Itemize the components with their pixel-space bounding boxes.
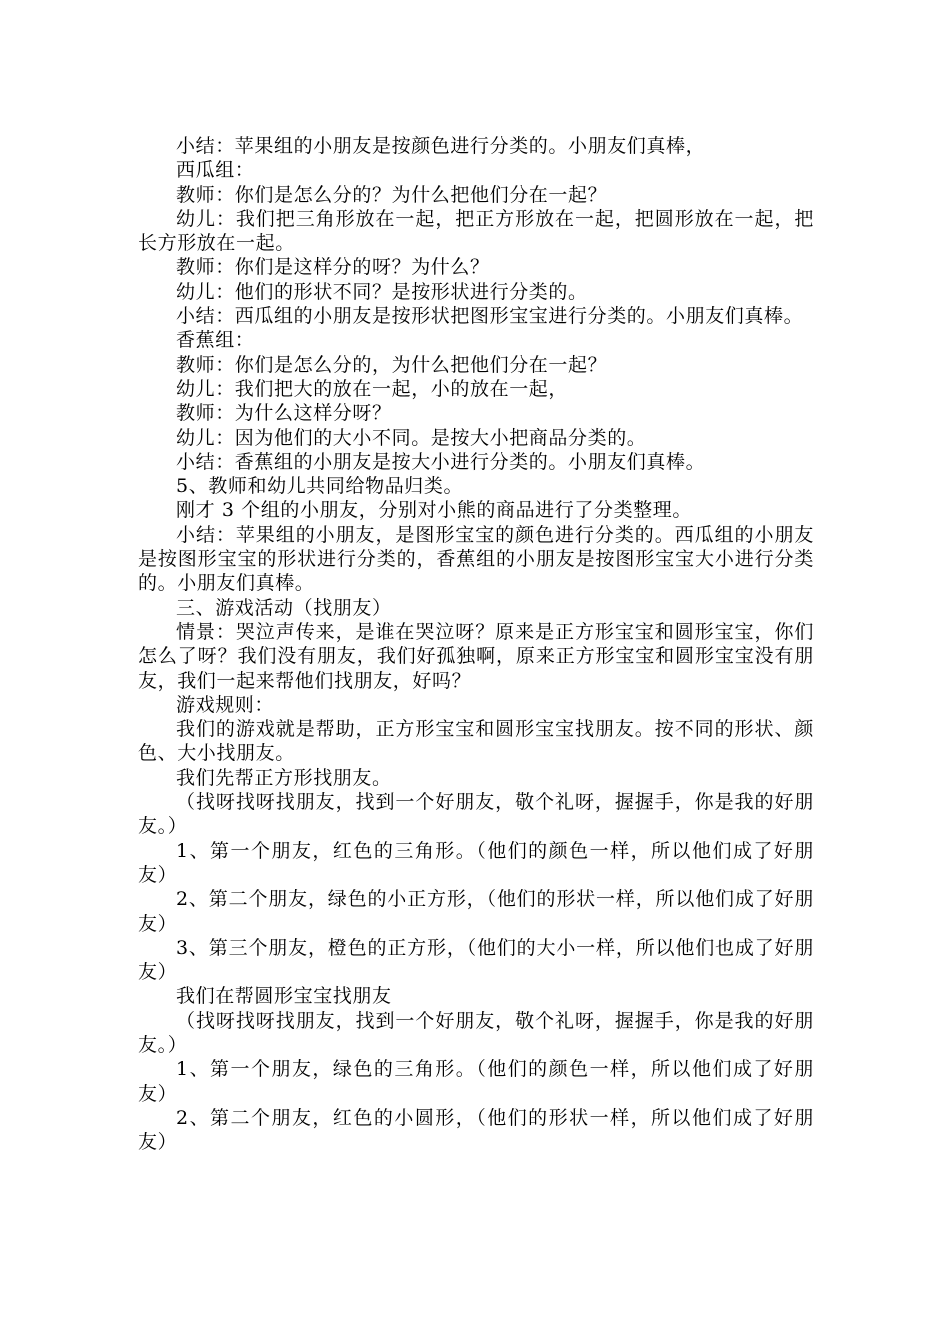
paragraph-square-friends-intro: 我们先帮正方形找朋友。 <box>176 766 392 789</box>
paragraph-rules-heading: 游戏规则： <box>176 693 275 716</box>
list-item-square-friend-3: 3、第三个朋友，橙色的正方形，（他们的大小一样，所以他们也成了好朋友） <box>138 936 814 984</box>
paragraph-song-lyrics: （找呀找呀找朋友，找到一个好朋友，敬个礼呀，握握手，你是我的好朋友。） <box>138 1009 814 1056</box>
paragraph-child-answer: 幼儿：我们把大的放在一起，小的放在一起， <box>176 377 569 400</box>
paragraph-child-answer: 幼儿：我们把三角形放在一起，把正方形放在一起，把圆形放在一起，把长方形放在一起。 <box>138 207 814 255</box>
paragraph-circle-friends-intro: 我们在帮圆形宝宝找朋友 <box>176 985 392 1008</box>
paragraph-teacher-question: 教师：为什么这样分呀？ <box>176 402 392 425</box>
section-heading-game: 三、游戏活动（找朋友） <box>176 596 392 619</box>
paragraph-teacher-question: 教师：你们是这样分的呀？为什么？ <box>176 256 490 279</box>
paragraph-step-5: 5、教师和幼儿共同给物品归类。 <box>176 475 464 498</box>
paragraph-child-answer: 幼儿：他们的形状不同？是按形状进行分类的。 <box>176 280 588 303</box>
paragraph-watermelon-group-heading: 西瓜组： <box>176 159 255 182</box>
paragraph-teacher-question: 教师：你们是怎么分的，为什么把他们分在一起？ <box>176 353 608 376</box>
document-body <box>138 134 814 1154</box>
paragraph-teacher-question: 教师：你们是怎么分的？为什么把他们分在一起？ <box>176 183 608 206</box>
paragraph-groups-recap: 刚才 3 个组的小朋友，分别对小熊的商品进行了分类整理。 <box>176 499 692 522</box>
list-item-circle-friend-1: 1、第一个朋友，绿色的三角形。（他们的颜色一样，所以他们成了好朋友） <box>138 1058 814 1105</box>
paragraph-banana-group-heading: 香蕉组： <box>176 329 255 352</box>
list-item-square-friend-2: 2、第二个朋友，绿色的小正方形，（他们的形状一样，所以他们成了好朋友） <box>138 888 814 935</box>
paragraph-child-answer: 幼儿：因为他们的大小不同。是按大小把商品分类的。 <box>176 426 647 449</box>
paragraph-rules: 我们的游戏就是帮助，正方形宝宝和圆形宝宝找朋友。按不同的形状、颜色、大小找朋友。 <box>138 718 814 765</box>
paragraph-apple-summary: 小结：苹果组的小朋友是按颜色进行分类的。小朋友们真棒， <box>176 135 706 157</box>
list-item-square-friend-1: 1、第一个朋友，红色的三角形。（他们的颜色一样，所以他们成了好朋友） <box>138 839 814 886</box>
paragraph-overall-summary: 小结：苹果组的小朋友，是图形宝宝的颜色进行分类的。西瓜组的小朋友是按图形宝宝的形状进行分类的，香蕉组的小朋友是按图形宝宝大小进行分类的。小朋友们真棒。 <box>138 523 814 595</box>
paragraph-watermelon-summary: 小结：西瓜组的小朋友是按形状把图形宝宝进行分类的。小朋友们真棒。 <box>176 305 804 328</box>
paragraph-banana-summary: 小结：香蕉组的小朋友是按大小进行分类的。小朋友们真棒。 <box>176 450 706 473</box>
paragraph-scenario: 情景：哭泣声传来，是谁在哭泣呀？原来是正方形宝宝和圆形宝宝，你们怎么了呀？我们没有朋友，我们好孤独啊，原来正方形宝宝和圆形宝宝没有朋友，我们一起来帮他们找朋友，好吗？ <box>138 620 814 692</box>
list-item-circle-friend-2: 2、第二个朋友，红色的小圆形，（他们的形状一样，所以他们成了好朋友） <box>138 1106 814 1154</box>
paragraph-song-lyrics: （找呀找呀找朋友，找到一个好朋友，敬个礼呀，握握手，你是我的好朋友。） <box>138 791 814 838</box>
